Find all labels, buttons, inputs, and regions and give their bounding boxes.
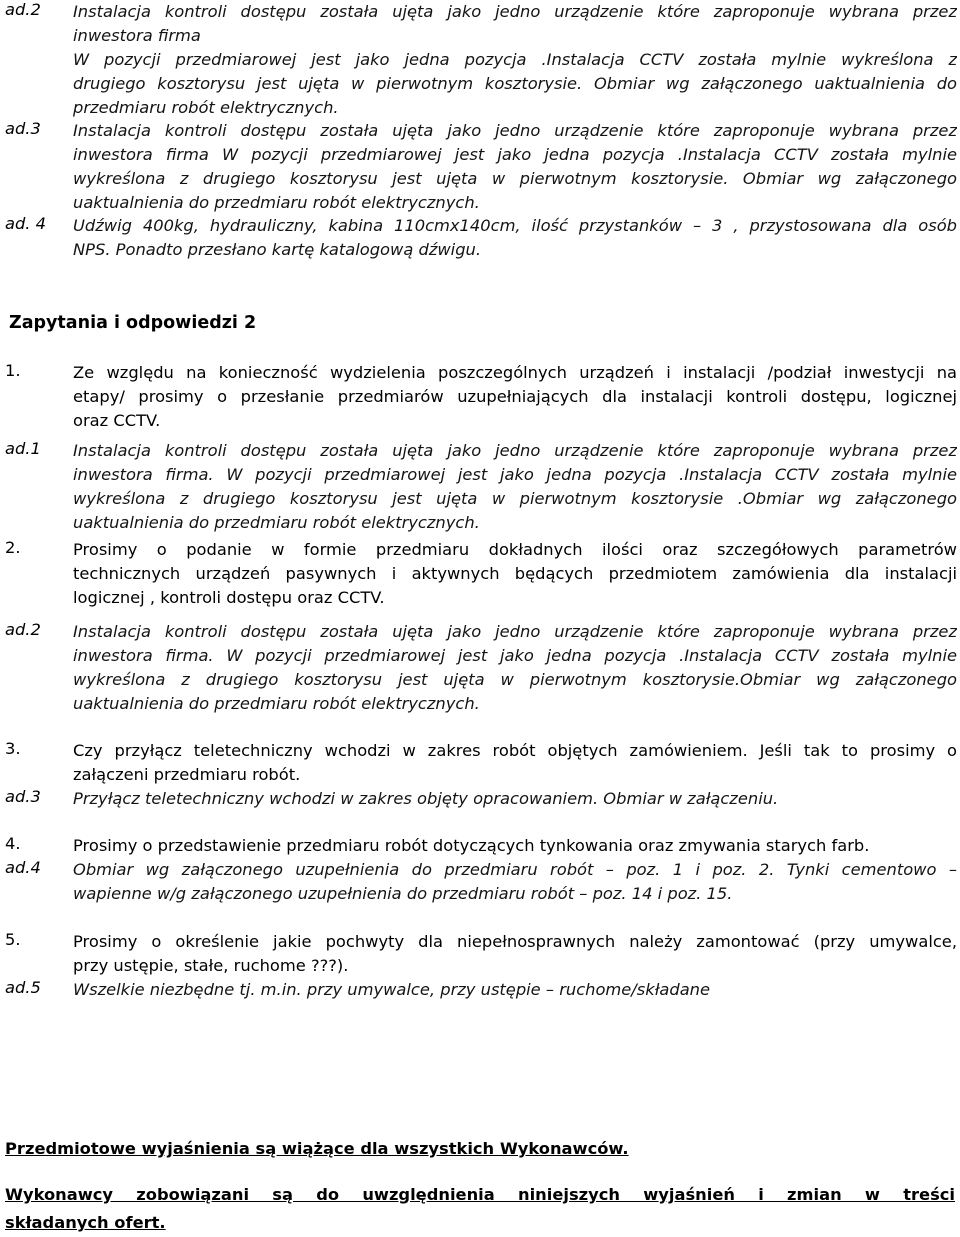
answer-text <box>73 214 957 262</box>
text-line: logicznej , kontroli dostępu oraz CCTV. <box>73 588 385 607</box>
answer-label: ad.2 <box>5 0 41 19</box>
text-line: W pozycji przedmiarowej jest jako jedna pozycja .Instalacja CCTV została mylnie wykreślona z <box>73 50 957 69</box>
answer-block <box>5 439 957 535</box>
question-number: 4. <box>5 834 21 853</box>
answer-text <box>73 620 957 716</box>
text-line: załączeni przedmiaru robót. <box>73 765 301 784</box>
text-line: oraz CCTV. <box>73 411 161 430</box>
question-text <box>73 739 957 787</box>
text-line: etapy/ prosimy o przesłanie przedmiarów uzupełniających dla instalacji kontroli dostępu, logicznej <box>73 387 957 406</box>
question-number: 1. <box>5 361 21 380</box>
text-line: Ze względu na konieczność wydzielenia poszczególnych urządzeń i instalacji /podział inwestycji na <box>73 363 957 382</box>
answer-block <box>5 0 957 120</box>
question-text <box>73 538 957 610</box>
question-block <box>5 739 957 787</box>
answer-label: ad.2 <box>5 620 41 639</box>
text-line: uaktualnienia do przedmiaru robót elektrycznych. <box>73 193 480 212</box>
answer-block <box>5 787 957 811</box>
text-line: Instalacja kontroli dostępu została ujęta jako jedno urządzenie które zaproponuje wybrana przez <box>73 622 957 641</box>
question-number: 3. <box>5 739 21 758</box>
text-line: Wszelkie niezbędne tj. m.in. przy umywalce, przy ustępie – ruchome/składane <box>73 980 711 999</box>
obligation-statement <box>5 1181 955 1237</box>
answer-block <box>5 978 957 1002</box>
answer-label: ad.3 <box>5 119 41 138</box>
text-line: Prosimy o określenie jakie pochwyty dla niepełnosprawnych należy zamontować (przy umywalce, <box>73 932 957 951</box>
question-text <box>73 361 957 433</box>
text-line: Instalacja kontroli dostępu została ujęta jako jedno urządzenie które zaproponuje wybrana przez <box>73 121 957 140</box>
question-text <box>73 834 957 858</box>
answer-block <box>5 214 957 262</box>
answer-text <box>73 787 957 811</box>
question-block <box>5 361 957 433</box>
question-block <box>5 834 957 858</box>
text-line: drugiego kosztorysu jest ujęta w pierwotnym kosztorysie. Obmiar wg załączonego uaktualnienia do <box>73 74 957 93</box>
question-block <box>5 538 957 610</box>
statement-text: Przedmiotowe wyjaśnienia są wiążące dla wszystkich Wykonawców. <box>5 1139 629 1158</box>
answer-label: ad. 4 <box>5 214 47 233</box>
text-line: inwestora firma <box>73 26 201 45</box>
answer-text <box>73 0 957 120</box>
answer-label: ad.4 <box>5 858 41 877</box>
text-line: Udźwig 400kg, hydrauliczny, kabina 110cmx140cm, ilość przystanków – 3 , przystosowana dla osób <box>73 216 957 235</box>
statement-text: składanych ofert. <box>5 1213 166 1232</box>
answer-block <box>5 119 957 215</box>
text-line: wykreślona z drugiego kosztorysu jest ujęta w pierwotnym kosztorysie .Obmiar wg załączonego <box>73 489 957 508</box>
text-line: przy ustępie, stałe, ruchome ???). <box>73 956 349 975</box>
answer-text <box>73 858 957 906</box>
text-line: Instalacja kontroli dostępu została ujęta jako jedno urządzenie które zaproponuje wybrana przez <box>73 2 957 21</box>
section-title: Zapytania i odpowiedzi 2 <box>9 313 257 333</box>
text-line: inwestora firma W pozycji przedmiarowej jest jako jedna pozycja .Instalacja CCTV została mylnie <box>73 145 957 164</box>
answer-text <box>73 978 957 1002</box>
text-line: przedmiaru robót elektrycznych. <box>73 98 339 117</box>
question-number: 2. <box>5 538 21 557</box>
text-line: uaktualnienia do przedmiaru robót elektrycznych. <box>73 513 480 532</box>
text-line: uaktualnienia do przedmiaru robót elektrycznych. <box>73 694 480 713</box>
question-number: 5. <box>5 930 21 949</box>
text-line: inwestora firma. W pozycji przedmiarowej jest jako jedna pozycja .Instalacja CCTV została mylnie <box>73 646 957 665</box>
binding-statement <box>5 1135 955 1163</box>
text-line: wykreślona z drugiego kosztorysu jest ujęta w pierwotnym kosztorysie.Obmiar wg załączonego <box>73 670 957 689</box>
statement-text: Wykonawcy zobowiązani są do uwzględnienia niniejszych wyjaśnień i zmian w treści <box>5 1185 955 1204</box>
answer-text <box>73 439 957 535</box>
answer-label: ad.1 <box>5 439 41 458</box>
text-line: wapienne w/g załączonego uzupełnienia do przedmiaru robót – poz. 14 i poz. 15. <box>73 884 733 903</box>
text-line: wykreślona z drugiego kosztorysu jest ujęta w pierwotnym kosztorysie. Obmiar wg załączonego <box>73 169 957 188</box>
text-line: NPS. Ponadto przesłano kartę katalogową dźwigu. <box>73 240 482 259</box>
answer-block <box>5 620 957 716</box>
text-line: Prosimy o przedstawienie przedmiaru robót dotyczących tynkowania oraz zmywania starych farb. <box>73 836 870 855</box>
question-text <box>73 930 957 978</box>
answer-block <box>5 858 957 906</box>
question-block <box>5 930 957 978</box>
answer-label: ad.5 <box>5 978 41 997</box>
text-line: Prosimy o podanie w formie przedmiaru dokładnych ilości oraz szczegółowych parametrów <box>73 540 957 559</box>
answer-text <box>73 119 957 215</box>
text-line: Instalacja kontroli dostępu została ujęta jako jedno urządzenie które zaproponuje wybrana przez <box>73 441 957 460</box>
answer-label: ad.3 <box>5 787 41 806</box>
text-line: Obmiar wg załączonego uzupełnienia do przedmiaru robót – poz. 1 i poz. 2. Tynki cementowo – <box>73 860 957 879</box>
text-line: Czy przyłącz teletechniczny wchodzi w zakres robót objętych zamówieniem. Jeśli tak to prosimy o <box>73 741 957 760</box>
text-line: Przyłącz teletechniczny wchodzi w zakres objęty opracowaniem. Obmiar w załączeniu. <box>73 789 779 808</box>
text-line: inwestora firma. W pozycji przedmiarowej jest jako jedna pozycja .Instalacja CCTV została mylnie <box>73 465 957 484</box>
text-line: technicznych urządzeń pasywnych i aktywnych będących przedmiotem zamówienia dla instalacji <box>73 564 957 583</box>
